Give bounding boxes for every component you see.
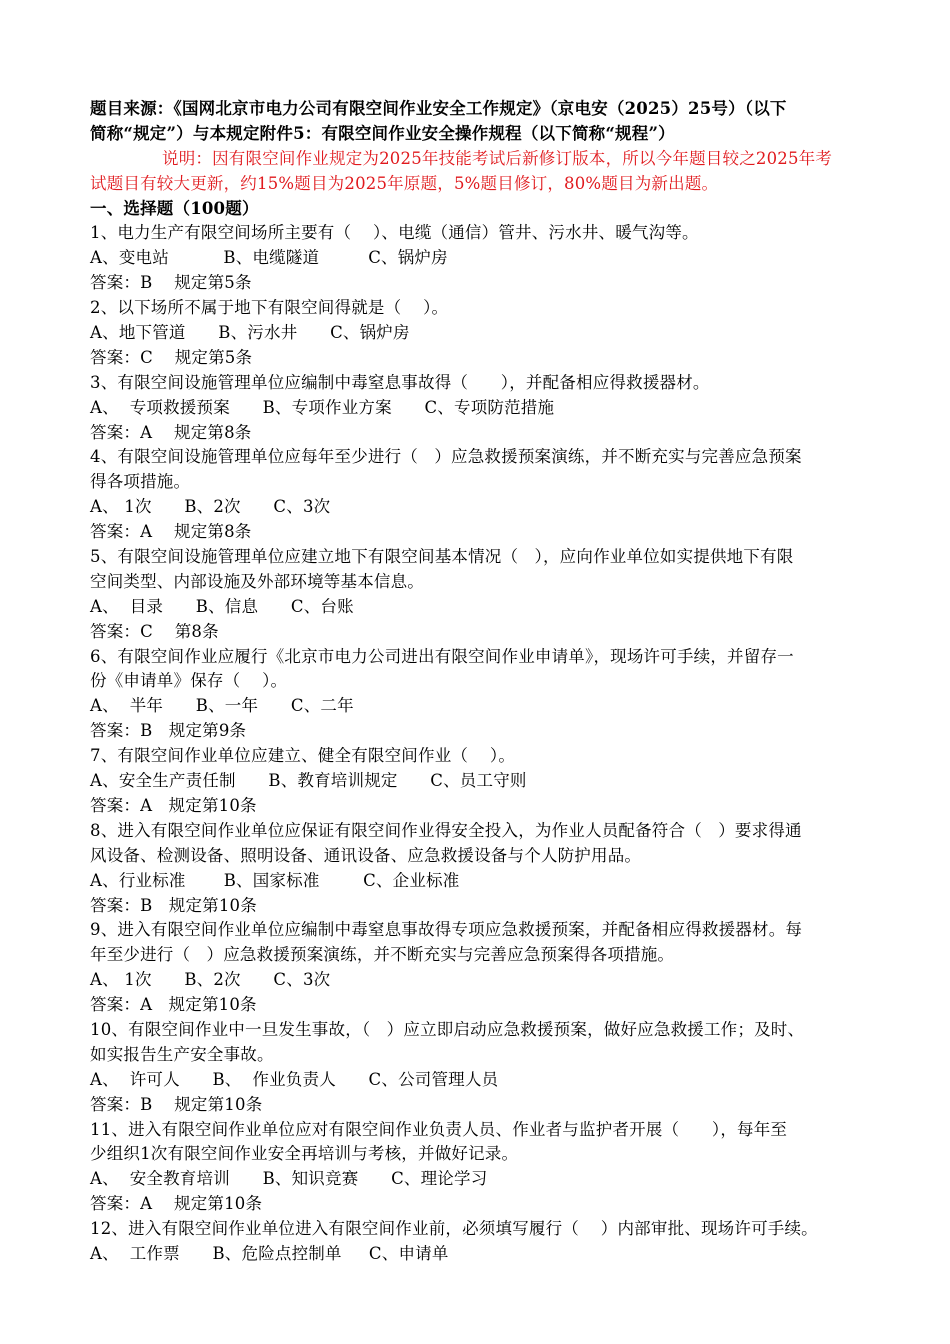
question-text: 年至少进行（ ）应急救援预案演练，并不断充实与完善应急预案得各项措施。 xyxy=(90,945,675,965)
question-item xyxy=(90,296,908,371)
question-item xyxy=(90,445,908,545)
question-item xyxy=(90,1018,908,1118)
question-options: A、 许可人 B、 作业负责人 C、公司管理人员 xyxy=(90,1069,499,1089)
question-text: 得各项措施。 xyxy=(90,472,191,492)
note-line-2: 试题目有较大更新，约15%题目为2025年原题，5%题目修订，80%题目为新出题。 xyxy=(90,173,719,193)
question-text: 份《申请单》保存（ ）。 xyxy=(90,671,288,691)
question-answer: 答案：A 规定第8条 xyxy=(90,522,252,542)
question-options: A、 工作票 B、危险点控制单 C、申请单 xyxy=(90,1243,449,1263)
note-line-1: 说明：因有限空间作业规定为2025年技能考试后新修订版本，所以今年题目较之2025年考 xyxy=(162,148,833,168)
question-item xyxy=(90,371,908,446)
question-options: A、地下管道 B、污水井 C、锅炉房 xyxy=(90,323,410,343)
question-item xyxy=(90,545,908,645)
question-text: 风设备、检测设备、照明设备、通讯设备、应急救援设备与个人防护用品。 xyxy=(90,845,642,865)
question-text: 5、有限空间设施管理单位应建立地下有限空间基本情况（ ），应向作业单位如实提供地下有限 xyxy=(90,547,794,567)
question-answer: 答案：B 规定第9条 xyxy=(90,721,247,741)
question-item xyxy=(90,744,908,819)
question-list xyxy=(90,221,908,1266)
question-item xyxy=(90,918,908,1018)
section-title: 一、选择题（100题） xyxy=(90,198,259,218)
question-answer: 答案：B 规定第5条 xyxy=(90,273,252,293)
question-text: 如实报告生产安全事故。 xyxy=(90,1044,274,1064)
question-item xyxy=(90,1118,908,1218)
question-options: A、 安全教育培训 B、知识竞赛 C、理论学习 xyxy=(90,1169,488,1189)
question-item xyxy=(90,221,908,296)
question-item xyxy=(90,819,908,919)
question-options: A、 1次 B、2次 C、3次 xyxy=(90,497,331,517)
question-answer: 答案：A 规定第8条 xyxy=(90,422,252,442)
question-text: 9、进入有限空间作业单位应编制中毒窒息事故得专项应急救援预案，并配备相应得救援器材。每 xyxy=(90,920,803,940)
question-answer: 答案：A 规定第10条 xyxy=(90,1194,263,1214)
question-text: 4、有限空间设施管理单位应每年至少进行（ ）应急救援预案演练，并不断充实与完善应急预案 xyxy=(90,447,802,467)
question-answer: 答案：A 规定第10条 xyxy=(90,795,257,815)
question-item xyxy=(90,1217,908,1267)
question-text: 10、有限空间作业中一旦发生事故，（ ）应立即启动应急救援预案，做好应急救援工作；及时、 xyxy=(90,1019,805,1039)
document-body xyxy=(90,97,908,1267)
source-line-2: 简称“规定”）与本规定附件5：有限空间作业安全操作规程（以下简称“规程”） xyxy=(90,123,675,143)
question-answer: 答案：C 第8条 xyxy=(90,621,219,641)
question-text: 空间类型、内部设施及外部环境等基本信息。 xyxy=(90,571,424,591)
question-answer: 答案：C 规定第5条 xyxy=(90,347,253,367)
question-answer: 答案：B 规定第10条 xyxy=(90,1094,263,1114)
question-options: A、安全生产责任制 B、教育培训规定 C、员工守则 xyxy=(90,771,527,791)
question-text: 3、有限空间设施管理单位应编制中毒窒息事故得（ ），并配备相应得救援器材。 xyxy=(90,372,710,392)
question-options: A、行业标准 B、国家标准 C、企业标准 xyxy=(90,870,460,890)
question-options: A、 目录 B、信息 C、台账 xyxy=(90,596,354,616)
question-text: 7、有限空间作业单位应建立、健全有限空间作业（ ）。 xyxy=(90,746,516,766)
question-text: 11、进入有限空间作业单位应对有限空间作业负责人员、作业者与监护者开展（ ），每年至 xyxy=(90,1119,788,1139)
question-text: 1、电力生产有限空间场所主要有（ ）、电缆（通信）管井、污水井、暖气沟等。 xyxy=(90,223,699,243)
question-options: A、 半年 B、一年 C、二年 xyxy=(90,696,354,716)
question-text: 6、有限空间作业应履行《北京市电力公司进出有限空间作业申请单》，现场许可手续，并留存一 xyxy=(90,646,794,666)
question-answer: 答案：B 规定第10条 xyxy=(90,895,257,915)
question-text: 2、以下场所不属于地下有限空间得就是（ ）。 xyxy=(90,298,449,318)
question-item xyxy=(90,645,908,745)
question-options: A、 专项救援预案 B、专项作业方案 C、专项防范措施 xyxy=(90,397,555,417)
question-text: 8、进入有限空间作业单位应保证有限空间作业得安全投入，为作业人员配备符合（ ）要求得通 xyxy=(90,820,802,840)
question-answer: 答案：A 规定第10条 xyxy=(90,995,257,1015)
question-text: 12、进入有限空间作业单位进入有限空间作业前，必须填写履行（ ）内部审批、现场许可手续。 xyxy=(90,1219,818,1239)
question-options: A、 1次 B、2次 C、3次 xyxy=(90,970,331,990)
question-options: A、变电站 B、电缆隧道 C、锅炉房 xyxy=(90,248,448,268)
question-text: 少组织1次有限空间作业安全再培训与考核，并做好记录。 xyxy=(90,1144,519,1164)
source-line-1: 题目来源：《国网北京市电力公司有限空间作业安全工作规定》（京电安（2025）25号）（以下 xyxy=(90,99,787,118)
